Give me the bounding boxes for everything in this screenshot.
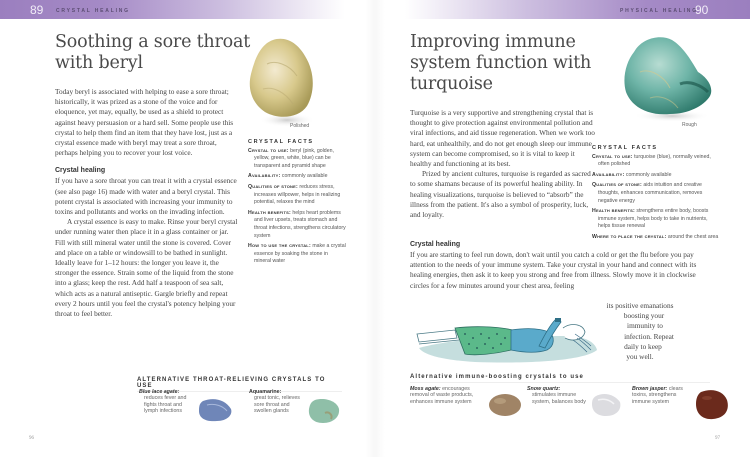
left-page-number: 96 <box>29 436 34 441</box>
left-running-head: CRYSTAL HEALING <box>56 8 130 14</box>
wrap-line: daily to keep <box>624 341 662 351</box>
alternative-item <box>410 386 478 405</box>
right-body-text <box>410 108 595 220</box>
fact-label: Health benefits: <box>248 209 291 216</box>
fact-text: aids intuition and creative thoughts, enhances communication, removes negative energy <box>598 182 703 204</box>
alternatives-title: Alternative immune-boosting crystals to use <box>410 374 710 383</box>
title-line: with beryl <box>55 53 143 73</box>
gutter-shadow <box>365 0 385 457</box>
fact-text: around the chest area <box>667 233 719 240</box>
alternative-desc: stimulates immune system, balances body <box>532 392 586 405</box>
alternative-name: Blue lace agate: <box>139 389 180 395</box>
wrap-line: its positive emanations <box>606 301 674 310</box>
beryl-caption: Polished <box>290 123 310 129</box>
fact-label: Health benefits: <box>592 208 635 215</box>
right-header-band <box>405 0 750 19</box>
left-header-band <box>0 0 345 19</box>
alternative-desc: great tonic, relieves sore throat and swollen glands <box>254 395 300 415</box>
turquoise-stone-image <box>620 32 720 124</box>
fact-text: reduces stress, increases willpower, helps in realizing potential, relaxes the mind <box>254 183 341 206</box>
moss-agate-image <box>488 392 522 418</box>
right-healing-text <box>410 240 710 291</box>
body-paragraph: A crystal essence is easy to make. Rinse your beryl crystal under running water then place it in a glass container or jar. Fill with still mineral water until the stone is covered. Cover and place on a table or windowsill to be bathed in sunlight. Ideally leave for 1–12 hours: the longer you leave it, the stronger the essence. Strain some of the liquid from the stone into a glass; keep the rest. Add half a teaspoon of sea salt, which acts as a natural antiseptic. Gargle briefly and repeat every 2 hours until you feel the crystal's potency helping your throat to feel better. <box>55 217 238 319</box>
alternative-item <box>527 386 587 405</box>
right-running-head: PHYSICAL HEALING <box>620 8 698 14</box>
alternative-name: Aquamarine: <box>249 389 282 395</box>
crystal-facts-title: CRYSTAL FACTS <box>248 139 314 145</box>
left-crystal-facts <box>248 139 346 269</box>
intro-paragraph: Today beryl is associated with helping to ease a sore throat; historically, it was prized as a stone of the voice and for eloquence, yet may, equally, be used as a shield to protect against heavy persuasion or a hard sell. Some people use this crystal to help them find an item that they have lost, just as a crystal essence made with beryl may treat a sore throat, perhaps helping you to recover your lost voice. <box>55 87 234 158</box>
title-line: Soothing a sore throat <box>55 32 251 52</box>
fact-item <box>248 184 346 207</box>
title-line: system function with <box>410 53 592 73</box>
body-paragraph: If you have a sore throat you can treat it with a crystal essence (see also page 16) made with water and a beryl crystal. This potent crystal is associated with increasing your immunity to toxins and pollutants and works on the invading infection. <box>55 176 237 217</box>
left-page-title <box>55 32 255 74</box>
intro-paragraph: Turquoise is a very supportive and strengthening crystal that is thought to give protection against environmental pollution and viral infections, and aid tissue regeneration. When we work too hard, eat unhealthily, and do not get enough sleep our immune system can become compromised, so it is vital to keep it healthy and functioning at its best. <box>410 108 595 169</box>
fact-item <box>248 173 346 181</box>
alternative-name: Snow quartz: <box>527 386 561 392</box>
turquoise-caption: Rough <box>682 122 697 128</box>
right-page-number: 97 <box>715 436 720 441</box>
fact-text: strengthens entire body, boosts immune system, helps body to take in nutrients, helps tissue renewal <box>598 208 709 230</box>
alternative-name: Brown jasper: <box>632 386 668 392</box>
right-folio: 90 <box>695 3 709 17</box>
fact-item <box>592 154 720 169</box>
section-heading: Crystal healing <box>410 241 461 248</box>
healing-paragraph: If you are starting to feel run down, don't wait until you catch a cold or get the flu before you pay attention to the needs of your immune system. Take your crystal in your hand and connect with its healing energies, then ask it to keep you strong and free from illness. Slowly move it in clockwise circles for a few minutes around your chest area, feeling <box>410 250 697 290</box>
left-body-text <box>55 87 240 319</box>
snow-quartz-image <box>590 392 622 418</box>
alternative-name: Moss agate: <box>410 386 441 392</box>
fact-text: commonly available <box>625 171 672 178</box>
fact-label: Where to place the crystal: <box>592 233 667 240</box>
fact-label: Qualities of stone: <box>592 182 642 189</box>
alternative-desc: encourages removal of waste products, enhances immune system <box>410 386 474 405</box>
fact-text: turquoise (blue), normally veined, often polished <box>598 153 711 168</box>
left-folio: 89 <box>30 3 44 17</box>
fact-text: beryl (pink, golden, yellow, green, white, blue) can be transparent and pyramid shape <box>254 147 334 169</box>
crystal-facts-title: CRYSTAL FACTS <box>592 145 658 151</box>
wrapped-text-column <box>600 301 680 362</box>
brown-jasper-image <box>693 388 731 422</box>
fact-item <box>592 182 720 205</box>
fact-item <box>248 243 346 266</box>
fact-text: commonly available <box>281 173 328 180</box>
alternative-item <box>249 389 304 415</box>
intro-paragraph: Prized by ancient cultures, turquoise is regarded as sacred to some shamans because of its powerful healing ability. In healing visualizations, turquoise is believed to “absorb” the illness from the patient. It's also a symbol of prosperity, luck, and loyalty. <box>410 169 591 220</box>
alternative-item <box>139 389 194 415</box>
alternative-item <box>632 386 688 405</box>
right-page-title <box>410 32 610 95</box>
fact-label: How to use the crystal: <box>248 243 311 250</box>
fact-label: Crystal to use: <box>248 147 289 154</box>
wrap-line: you well. <box>626 352 654 362</box>
left-alternatives-box <box>137 377 342 427</box>
alternative-desc: clears toxins, strengthens immune system <box>632 386 683 405</box>
fact-label: Availability: <box>592 171 625 178</box>
blue-lace-agate-image <box>197 397 233 423</box>
fact-label: Availability: <box>248 173 281 180</box>
right-page <box>375 0 750 457</box>
wrap-line: immunity to <box>627 321 663 331</box>
fact-text: make a crystal essence by soaking the stone in mineral water <box>254 243 346 265</box>
fact-item <box>592 172 720 180</box>
title-line: Improving immune <box>410 32 576 52</box>
right-alternatives-box <box>410 374 710 424</box>
fact-label: Qualities of stone: <box>248 183 298 190</box>
reclining-woman-illustration <box>415 308 600 368</box>
aquamarine-image <box>307 397 341 425</box>
right-crystal-facts <box>592 145 720 245</box>
fact-item <box>592 208 720 231</box>
fact-text: helps heart problems and liver upsets, treats stomach and throat infections, strengthens circulatory system <box>254 209 346 239</box>
fact-item <box>248 148 346 171</box>
beryl-stone-image <box>245 34 320 134</box>
fact-label: Crystal to use: <box>592 153 633 160</box>
alternative-desc: reduces fever and fights throat and lymph infections <box>144 395 187 415</box>
fact-item <box>592 234 720 242</box>
alternatives-title: ALTERNATIVE THROAT-RELIEVING CRYSTALS TO USE <box>137 377 342 392</box>
wrap-line: infection. Repeat <box>624 331 674 341</box>
section-heading: Crystal healing <box>55 167 106 175</box>
title-line: turquoise <box>410 74 493 94</box>
fact-item <box>248 210 346 240</box>
wrap-line: boosting your <box>623 311 665 321</box>
